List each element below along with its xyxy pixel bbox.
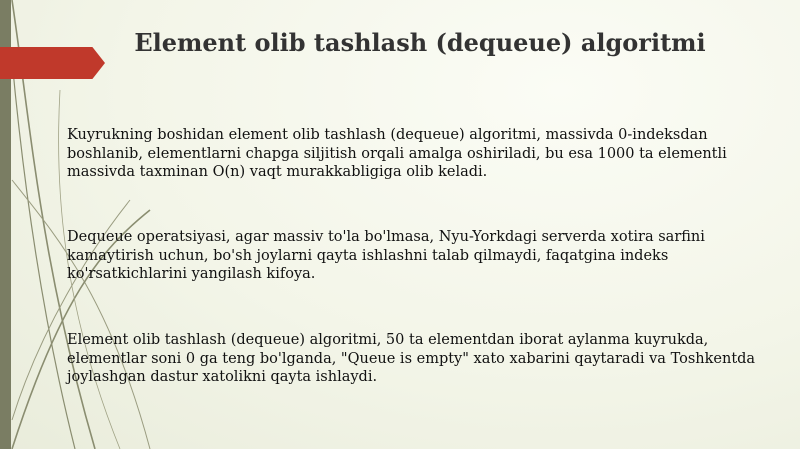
slide-title: Element olib tashlash (dequeue) algoritmi <box>134 28 706 57</box>
paragraph-2: Dequeue operatsiyasi, agar massiv to'la bo'lmasa, Nyu-Yorkdagi serverda xotira sarfini kamaytirish uchun, bo'sh joylarni qayta ishlashni talab qilmaydi, faqatgina indeks ko'rsatkichlarini yangilash kifoya. <box>67 229 705 283</box>
paragraph-3: Element olib tashlash (dequeue) algoritmi, 50 ta elementdan iborat aylanma kuyrukda, elementlar soni 0 ga teng bo'lganda, "Queue is empty" xato xabarini qaytaradi va Toshkentda joylashgan dastur xatolikni qayta ishlaydi. <box>67 332 756 386</box>
accent-arrow <box>0 47 105 79</box>
paragraph-1: Kuyrukning boshidan element olib tashlash (dequeue) algoritmi, massivda 0-indeksdan boshlanib, elementlarni chapga siljitish orqali amalga oshiriladi, bu esa 1000 ta elementli massivda taxminan O(n) vaqt murakkabligiga olib keladi. <box>67 127 727 181</box>
